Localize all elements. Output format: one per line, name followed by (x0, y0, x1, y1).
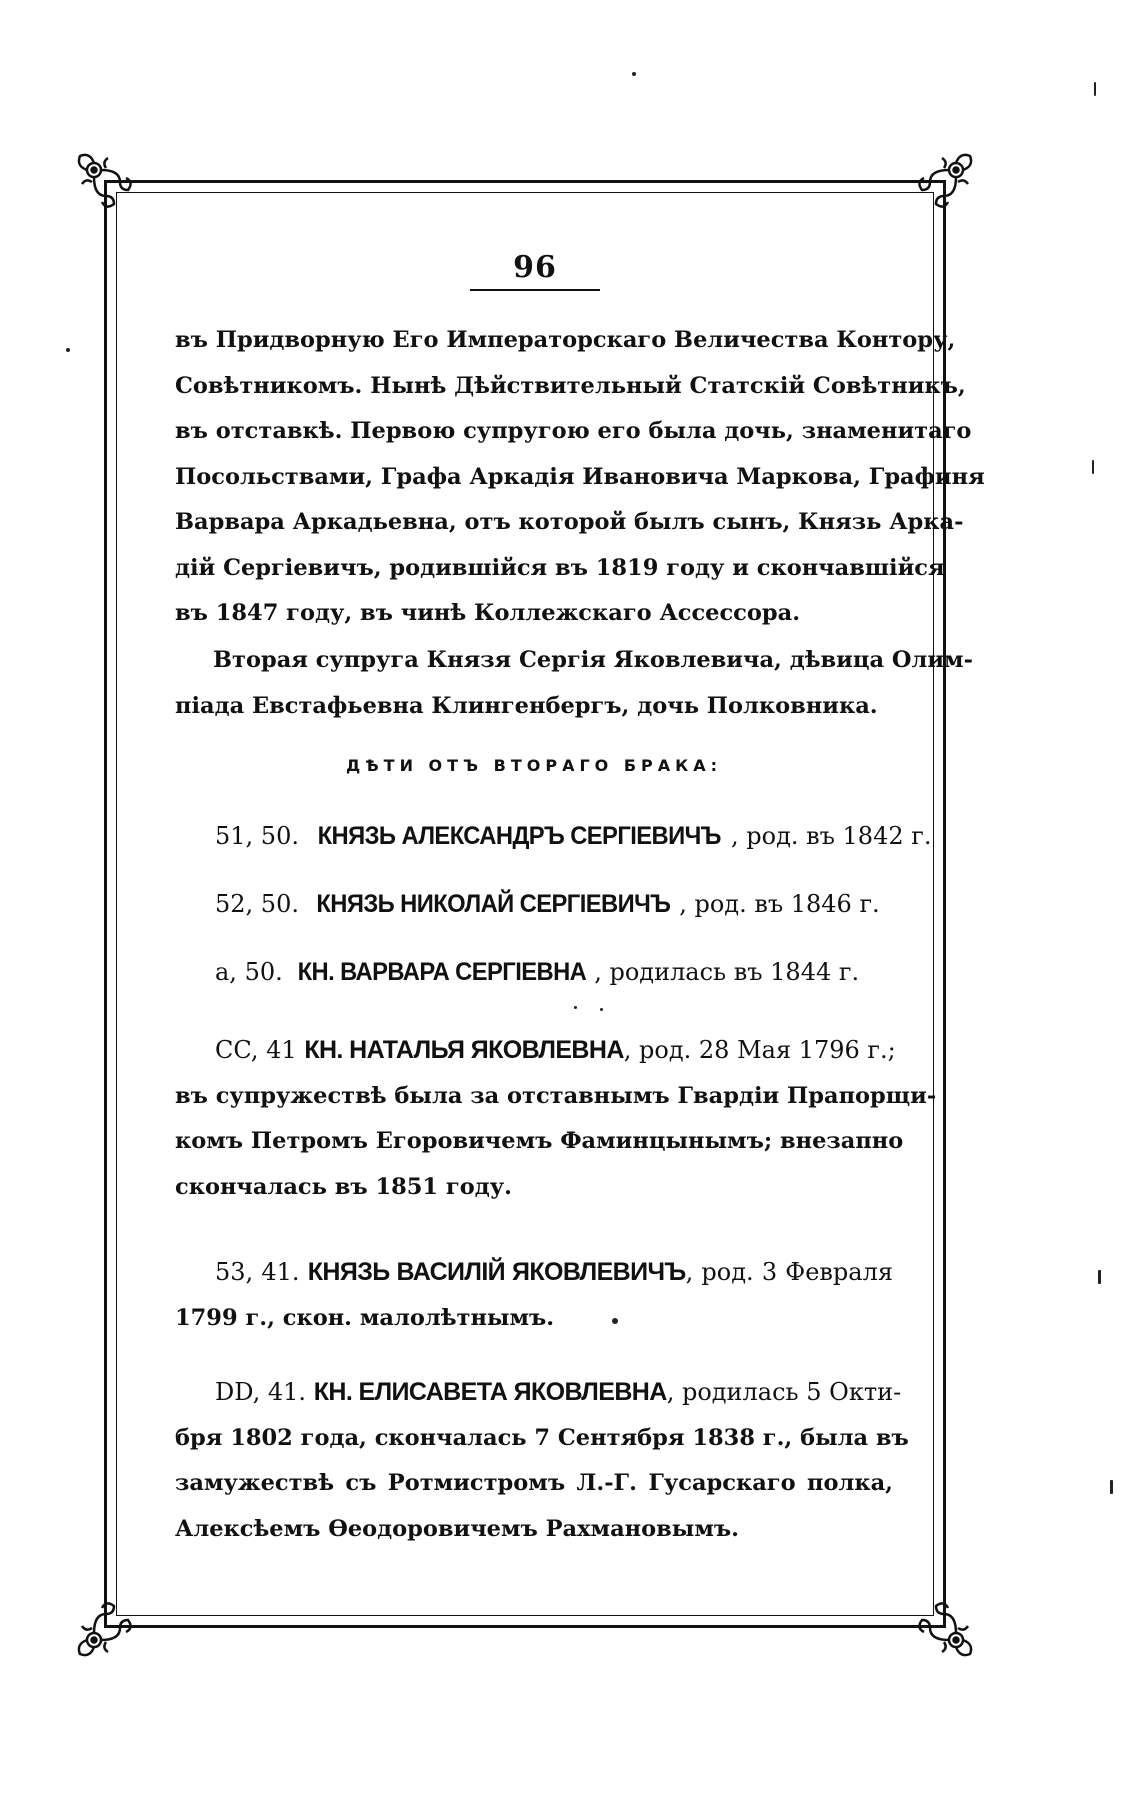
text-line: Алексѣемъ Ѳеодоровичемъ Рахмановымъ. (175, 1515, 739, 1542)
entry-details: , род. 3 Февраля (685, 1258, 893, 1286)
entry-first-line (175, 1028, 896, 1074)
print-speck (1098, 1270, 1101, 1284)
entry-details: , род. 28 Мая 1796 г.; (623, 1036, 896, 1064)
genealogy-entry-paragraph (175, 1370, 909, 1552)
section-heading: ДѢТИ ОТЪ ВТОРАГО БРАКА: (345, 756, 723, 775)
entry-details: , род. въ 1842 г. (731, 822, 932, 850)
corner-ornament-icon (72, 148, 142, 218)
text-line: Вторая супруга Князя Сергія Яковлевича, дѣвица Олим- (213, 647, 973, 673)
page-number: 96 (470, 250, 600, 291)
print-speck (612, 1318, 618, 1324)
corner-ornament-icon (908, 1592, 978, 1662)
entry-first-line (175, 1250, 893, 1296)
text-line: Варвара Аркадьевна, отъ которой былъ сынъ, Князь Арка- (175, 509, 964, 535)
text-line: бря 1802 года, скончалась 7 Сентября 1838 г., была въ (175, 1424, 909, 1451)
text-line: въ Придворную Его Императорскаго Величества Контору, (175, 327, 956, 353)
entry-details: , родилась въ 1844 г. (594, 958, 860, 986)
entry-details: , род. въ 1846 г. (679, 890, 880, 918)
print-speck (1092, 460, 1094, 474)
genealogy-entry (215, 890, 895, 919)
print-speck (574, 1006, 577, 1009)
entry-name: КН. ЕЛИСАВЕТА ЯКОВЛЕВНА (313, 1378, 667, 1406)
entry-name: КНЯЗЬ АЛЕКСАНДРЪ СЕРГІЕВИЧЪ (317, 822, 721, 850)
genealogy-entry (215, 958, 895, 987)
entry-number: 51, 50. (215, 822, 299, 850)
text-line: замужествѣ съ Ротмистромъ Л.-Г. Гусарскаго полка, (175, 1470, 893, 1496)
corner-ornament-icon (908, 148, 978, 218)
text-line: Совѣтникомъ. Нынѣ Дѣйствительный Статскій Совѣтникъ, (175, 372, 966, 399)
entry-name: КН. НАТАЛЬЯ ЯКОВЛЕВНА (304, 1036, 624, 1064)
entry-number: 52, 50. (215, 890, 299, 918)
text-line: въ отставкѣ. Первою супругою его была дочь, знаменитаго (175, 418, 972, 444)
entry-name: КН. ВАРВАРА СЕРГІЕВНА (297, 958, 587, 986)
entry-details: , родилась 5 Окти- (666, 1378, 902, 1406)
text-line: Посольствами, Графа Аркадія Ивановича Маркова, Графиня (175, 463, 985, 490)
text-line: скончалась въ 1851 году. (175, 1173, 512, 1200)
paragraph-continuation (175, 318, 985, 637)
genealogy-entry (215, 822, 932, 851)
entry-name: КНЯЗЬ ВАСИЛІЙ ЯКОВЛЕВИЧЪ (307, 1258, 686, 1286)
genealogy-entry-paragraph (175, 1250, 893, 1341)
entry-number: CC, 41 (215, 1036, 297, 1064)
print-speck (1110, 1480, 1113, 1494)
text-line: въ супружествѣ была за отставнымъ Гвардіи Прапорщи- (175, 1082, 937, 1109)
text-line: комъ Петромъ Егоровичемъ Фаминцынымъ; внезапно (175, 1128, 904, 1154)
text-line: піада Евстафьевна Клингенбергъ, дочь Полковника. (175, 692, 878, 719)
print-speck (1094, 82, 1096, 96)
text-line: въ 1847 году, въ чинѣ Коллежскаго Ассессора. (175, 600, 801, 626)
paragraph-second-wife (175, 638, 973, 729)
print-speck (632, 72, 636, 76)
text-line: 1799 г., скон. малолѣтнымъ. (175, 1304, 555, 1331)
print-speck (66, 348, 70, 352)
text-line: дій Сергіевичъ, родившійся въ 1819 году и скончавшійся (175, 554, 945, 581)
print-speck (600, 1008, 603, 1011)
entry-first-line (175, 1370, 902, 1416)
entry-number: 53, 41. (215, 1258, 300, 1286)
entry-name: КНЯЗЬ НИКОЛАЙ СЕРГІЕВИЧЪ (315, 890, 670, 918)
corner-ornament-icon (72, 1592, 142, 1662)
genealogy-entry-paragraph (175, 1028, 937, 1210)
entry-number: a, 50. (215, 958, 283, 986)
entry-number: DD, 41. (215, 1378, 307, 1406)
